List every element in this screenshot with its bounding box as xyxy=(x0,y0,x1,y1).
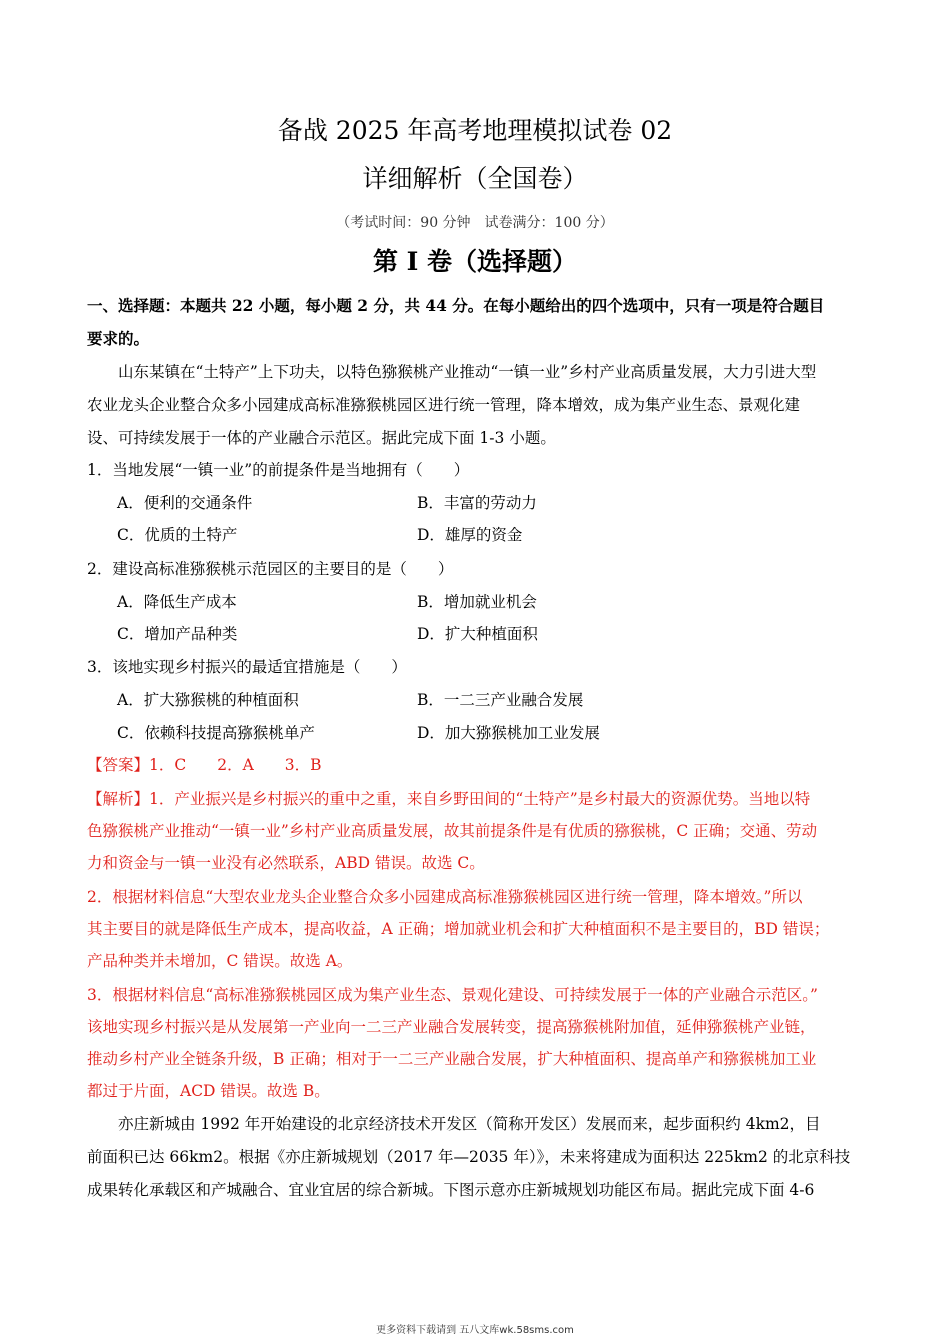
instructions-line: 要求的。 xyxy=(87,329,150,348)
question-option: C．增加产品种类 xyxy=(117,625,238,643)
analysis-line: 色猕猴桃产业推动“一镇一业”乡村产业高质量发展，故其前提条件是有优质的猕猴桃，C 正确；交通、劳动 xyxy=(87,822,818,840)
answer-label: 【答案】 xyxy=(87,756,150,774)
question-stem: 1．当地发展“一镇一业”的前提条件是当地拥有（ ） xyxy=(87,461,470,479)
passage-line: 前面积已达 66km2。根据《亦庄新城规划（2017 年—2035 年）》，未来将建成为面积达 225km2 的北京科技 xyxy=(87,1148,851,1166)
passage-line: 成果转化承载区和产城融合、宜业宜居的综合新城。下图示意亦庄新城规划功能区布局。据此完成下面 4-6 xyxy=(87,1181,815,1199)
question-option: D．加大猕猴桃加工业发展 xyxy=(417,724,600,742)
answer-text: 1．C 2．A 3．B xyxy=(149,756,322,774)
question-option: B．一二三产业融合发展 xyxy=(417,691,584,709)
passage-line: 设、可持续发展于一体的产业融合示范区。据此完成下面 1-3 小题。 xyxy=(87,429,556,447)
analysis-line: 该地实现乡村振兴是从发展第一产业向一二三产业融合发展转变，提高猕猴桃附加值，延伸猕猴桃产业链， xyxy=(87,1018,816,1036)
analysis-line: 3．根据材料信息“高标准猕猴桃园区成为集产业生态、景观化建设、可持续发展于一体的产业融合示范区。” xyxy=(87,986,818,1004)
analysis-line: 2．根据材料信息“大型农业龙头企业整合众多小园建成高标准猕猴桃园区进行统一管理，降本增效。”所以 xyxy=(87,888,803,906)
question-option: A．降低生产成本 xyxy=(117,593,237,611)
question-stem: 2．建设高标准猕猴桃示范园区的主要目的是（ ） xyxy=(87,560,454,578)
passage-line: 农业龙头企业整合众多小园建成高标准猕猴桃园区进行统一管理，降本增效，成为集产业生态、景观化建 xyxy=(87,396,801,414)
question-option: D．扩大种植面积 xyxy=(417,625,538,643)
analysis-line: 产品种类并未增加，C 错误。故选 A。 xyxy=(87,952,353,970)
analysis-text: 1．产业振兴是乡村振兴的重中之重，来自乡野田间的“土特产”是乡村最大的资源优势。当地以特 xyxy=(149,790,811,808)
question-option: C．优质的土特产 xyxy=(117,526,238,544)
question-option: A．扩大猕猴桃的种植面积 xyxy=(117,691,299,709)
question-option: B．丰富的劳动力 xyxy=(417,494,537,512)
analysis-label: 【解析】 xyxy=(87,790,150,808)
document-subtitle: 详细解析（全国卷） xyxy=(362,164,588,193)
answer-line xyxy=(87,753,322,777)
question-option: B．增加就业机会 xyxy=(417,593,537,611)
question-stem: 3．该地实现乡村振兴的最适宜措施是（ ） xyxy=(87,658,407,676)
analysis-line: 推动乡村产业全链条升级，B 正确；相对于一二三产业融合发展，扩大种植面积、提高单产和猕猴桃加工业 xyxy=(87,1050,817,1068)
instructions-line: 一、选择题：本题共 22 小题，每小题 2 分，共 44 分。在每小题给出的四个选项中，只有一项是符合题目 xyxy=(87,296,825,315)
document-title: 备战 2025 年高考地理模拟试卷 02 xyxy=(277,116,673,145)
analysis-line xyxy=(87,787,810,811)
footer-text: 更多资料下载请到 五八文库wk.58sms.com xyxy=(376,1325,574,1336)
question-option: C．依赖科技提高猕猴桃单产 xyxy=(117,724,315,742)
passage-line: 亦庄新城由 1992 年开始建设的北京经济技术开发区（简称开发区）发展而来，起步面积约 4km2，目 xyxy=(118,1115,821,1133)
passage-line: 山东某镇在“土特产”上下功夫，以特色猕猴桃产业推动“一镇一业”乡村产业高质量发展，大力引进大型 xyxy=(118,363,817,381)
analysis-line: 力和资金与一镇一业没有必然联系，ABD 错误。故选 C。 xyxy=(87,854,485,872)
analysis-line: 都过于片面，ACD 错误。故选 B。 xyxy=(87,1082,330,1100)
analysis-line: 其主要目的就是降低生产成本，提高收益，A 正确；增加就业机会和扩大种植面积不是主要目的，BD 错误； xyxy=(87,920,830,938)
section-title: 第 I 卷（选择题） xyxy=(372,247,578,276)
question-option: A．便利的交通条件 xyxy=(117,494,253,512)
exam-meta: （考试时间：90 分钟 试卷满分：100 分） xyxy=(336,215,614,231)
question-option: D．雄厚的资金 xyxy=(417,526,523,544)
